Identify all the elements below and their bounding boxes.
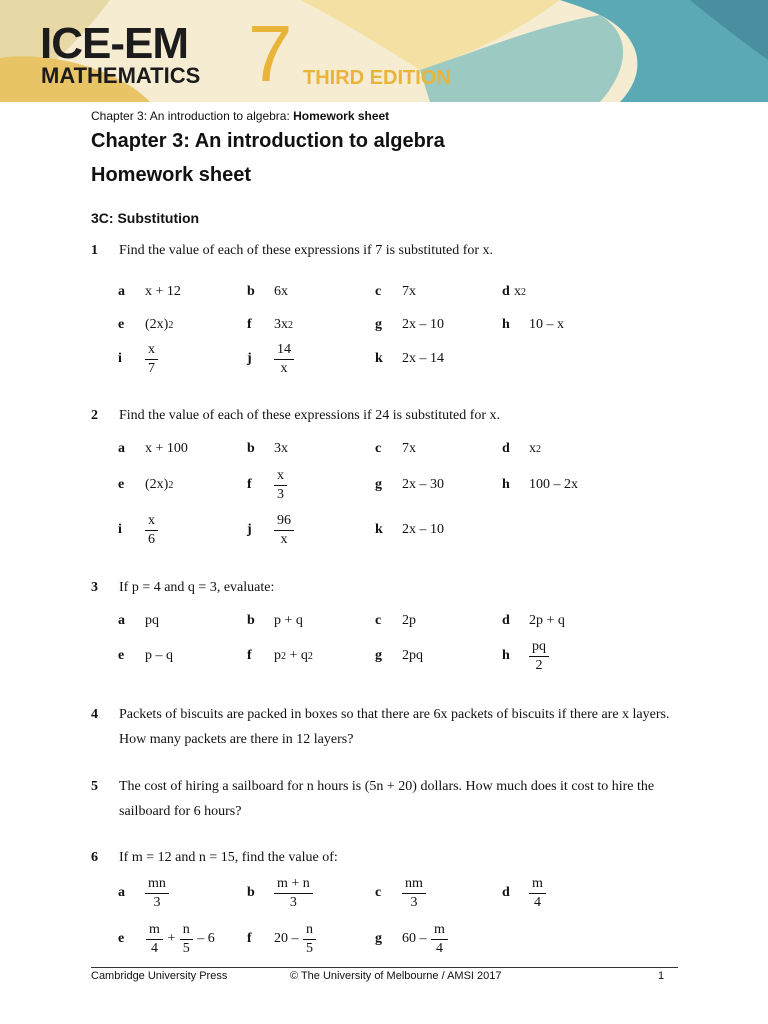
item-label: d (502, 441, 510, 456)
question-text-4: Packets of biscuits are packed in boxes so that there are 6x packets of biscuits if there are x layers. How many packets are there in 12 layers? (119, 707, 670, 747)
expression: 2x – 14 (402, 351, 444, 366)
expression: 7x (402, 441, 416, 456)
exponent: 2 (536, 443, 541, 455)
q1-item-f (247, 308, 293, 342)
item-label: b (247, 613, 255, 628)
edition-label: THIRD EDITION (303, 67, 451, 89)
item-label: k (375, 522, 383, 537)
expression (274, 922, 317, 957)
footer-divider (91, 967, 678, 968)
numerator: x (274, 468, 287, 486)
expression (514, 284, 526, 300)
exponent: 2 (521, 286, 526, 298)
q1-item-g (375, 308, 444, 342)
expression: 2x – 10 (402, 522, 444, 537)
q3-item-c (375, 604, 416, 638)
item-label: g (375, 648, 382, 663)
q3-item-d (502, 604, 565, 638)
question-number-1: 1 (91, 243, 98, 258)
item-label: j (247, 351, 252, 366)
item-label: a (118, 284, 125, 299)
item-label: c (375, 284, 382, 299)
item-label: h (502, 477, 510, 492)
running-header-bold: Homework sheet (293, 109, 390, 123)
item-label: f (247, 477, 252, 492)
item-label: i (118, 522, 122, 537)
logo-title: ICE-EM (40, 19, 188, 68)
expression-tail: – 6 (193, 931, 215, 946)
expression (145, 317, 173, 333)
numerator: m (431, 922, 448, 940)
fraction (145, 876, 169, 911)
q3-item-b (247, 604, 303, 638)
fraction (274, 876, 313, 911)
expression: 2pq (402, 648, 423, 663)
q1-item-b (247, 275, 288, 309)
denominator: 6 (148, 531, 155, 547)
q2-item-b (247, 432, 288, 466)
item-label: e (118, 317, 125, 332)
q6-item-g (375, 922, 449, 956)
expression: 2p + q (529, 613, 565, 628)
question-text-6: If m = 12 and n = 15, find the value of: (119, 850, 338, 865)
item-label: c (375, 613, 382, 628)
q1-item-k (375, 342, 444, 376)
q1-item-h (502, 308, 564, 342)
q2-item-f (247, 468, 288, 502)
q2-item-e (118, 468, 173, 502)
running-header (91, 109, 389, 123)
fraction (274, 342, 294, 377)
item-label: i (118, 351, 122, 366)
variable-p: p (274, 648, 281, 663)
denominator: 4 (533, 894, 541, 910)
numerator: x (145, 342, 158, 360)
item-label: b (247, 284, 255, 299)
expression: p – q (145, 648, 173, 663)
expression: pq (145, 613, 159, 628)
denominator: 5 (182, 940, 190, 956)
q1-item-j (247, 342, 295, 376)
denominator: 4 (150, 940, 158, 956)
q3-item-f (247, 639, 313, 673)
item-label: e (118, 477, 125, 492)
denominator: 4 (435, 940, 443, 956)
sheet-title: Homework sheet (91, 164, 252, 186)
q2-item-a (118, 432, 188, 466)
numerator: pq (529, 639, 549, 657)
numerator: n (180, 922, 193, 940)
q2-item-g (375, 468, 444, 502)
exponent: 2 (168, 479, 174, 491)
expression (529, 441, 541, 457)
item-label: d (502, 284, 510, 299)
item-label: g (375, 477, 382, 492)
footer-copyright: © The University of Melbourne / AMSI 2017 (290, 970, 502, 982)
expression: p + q (274, 613, 303, 628)
denominator: 7 (148, 360, 155, 376)
expression (402, 922, 449, 957)
item-label: k (375, 351, 383, 366)
question-text-2: Find the value of each of these expressions if 24 is substituted for x. (119, 408, 501, 423)
q6-item-f (247, 922, 317, 956)
numerator: m (529, 876, 546, 894)
numerator: 14 (274, 342, 294, 360)
denominator: 3 (289, 894, 297, 910)
q2-item-i (118, 513, 159, 547)
q2-item-j (247, 513, 295, 547)
item-label: d (502, 885, 510, 900)
item-label: b (247, 885, 255, 900)
fraction (431, 922, 448, 957)
q6-item-d (502, 876, 547, 910)
q2-item-c (375, 432, 416, 466)
fraction (402, 876, 426, 911)
exponent: 2 (288, 319, 293, 331)
denominator: 3 (277, 486, 284, 502)
fraction (274, 513, 294, 548)
q2-item-d (502, 432, 541, 466)
q6-item-b (247, 876, 314, 910)
question-number-4: 4 (91, 707, 98, 722)
fraction (529, 876, 546, 911)
denominator: 3 (153, 894, 161, 910)
numerator: m (146, 922, 163, 940)
numerator: n (303, 922, 316, 940)
question-number-2: 2 (91, 408, 98, 423)
operator: + (163, 931, 179, 946)
item-label: h (502, 648, 510, 663)
denominator: 5 (306, 940, 313, 956)
q1-item-i (118, 342, 159, 376)
item-label: g (375, 931, 382, 946)
fraction (529, 639, 549, 674)
denominator: x (280, 360, 288, 376)
item-label: g (375, 317, 382, 332)
item-label: f (247, 931, 252, 946)
q2-item-k (375, 513, 444, 547)
q3-item-a (118, 604, 159, 638)
fraction (274, 468, 287, 503)
header-banner (0, 0, 768, 102)
fraction (145, 342, 158, 377)
question-number-3: 3 (91, 580, 98, 595)
item-label: j (247, 522, 252, 537)
item-label: a (118, 441, 125, 456)
exponent: 2 (307, 650, 313, 662)
expression (145, 922, 215, 957)
fraction (303, 922, 316, 957)
q1-item-e (118, 308, 173, 342)
year-level-numeral: 7 (248, 9, 293, 98)
numerator: x (145, 513, 158, 531)
expression (274, 317, 293, 333)
chapter-title: Chapter 3: An introduction to algebra (91, 130, 445, 152)
footer-publisher: Cambridge University Press (91, 970, 228, 982)
question-text-1: Find the value of each of these expressions if 7 is substituted for x. (119, 243, 494, 258)
numerator: m + n (274, 876, 313, 894)
item-label: f (247, 648, 252, 663)
running-header-prefix: Chapter 3: An introduction to algebra: (91, 109, 294, 123)
expression: 7x (402, 284, 416, 299)
question-text-3: If p = 4 and q = 3, evaluate: (119, 580, 275, 595)
expression: 2p (402, 613, 416, 628)
expression-lead: 20 – (274, 931, 302, 946)
q6-item-a (118, 876, 170, 910)
denominator: 2 (535, 657, 543, 673)
expression-base: x (529, 441, 536, 456)
denominator: 3 (410, 894, 418, 910)
item-label: h (502, 317, 510, 332)
q6-item-c (375, 876, 427, 910)
item-label: a (118, 885, 125, 900)
expression: 3x (274, 441, 288, 456)
expression-base: (2x) (145, 317, 169, 332)
expression: x + 12 (145, 284, 181, 299)
expression-base: (2x) (145, 477, 169, 492)
exponent: 2 (281, 650, 286, 662)
fraction (145, 513, 158, 548)
item-label: f (247, 317, 252, 332)
fraction (180, 922, 193, 957)
numerator: nm (402, 876, 426, 894)
q1-item-c (375, 275, 416, 309)
expression-base: x (514, 284, 521, 299)
item-label: e (118, 931, 125, 946)
q1-item-d (502, 275, 526, 309)
denominator: x (280, 531, 288, 547)
expression: 10 – x (529, 317, 564, 332)
numerator: mn (145, 876, 169, 894)
expression (145, 477, 173, 493)
exponent: 2 (168, 319, 174, 331)
expression (274, 648, 313, 664)
section-title: 3C: Substitution (91, 210, 200, 226)
item-label: a (118, 613, 125, 628)
q2-item-h (502, 468, 578, 502)
item-label: d (502, 613, 510, 628)
expression-lead: 60 – (402, 931, 430, 946)
expression: 2x – 10 (402, 317, 444, 332)
q3-item-e (118, 639, 173, 673)
item-label: c (375, 885, 382, 900)
expression: 6x (274, 284, 288, 299)
expression: x + 100 (145, 441, 188, 456)
item-label: c (375, 441, 382, 456)
expression: 100 – 2x (529, 477, 578, 492)
operator: + (286, 648, 301, 663)
q6-item-e (118, 922, 215, 956)
variable-q: q (300, 648, 308, 663)
question-number-6: 6 (91, 850, 98, 865)
q1-item-a (118, 275, 181, 309)
question-text-5: The cost of hiring a sailboard for n hours is (5n + 20) dollars. How much does it cost to hire the sailboard for 6 hours? (119, 779, 655, 819)
expression-base: 3x (274, 317, 288, 332)
logo-subtitle: MATHEMATICS (41, 63, 201, 88)
footer-page-number: 1 (658, 970, 665, 982)
item-label: e (118, 648, 125, 663)
numerator: 96 (274, 513, 294, 531)
question-number-5: 5 (91, 779, 98, 794)
q3-item-g (375, 639, 423, 673)
item-label: b (247, 441, 255, 456)
fraction (146, 922, 163, 957)
q3-item-h (502, 639, 550, 673)
expression: 2x – 30 (402, 477, 444, 492)
